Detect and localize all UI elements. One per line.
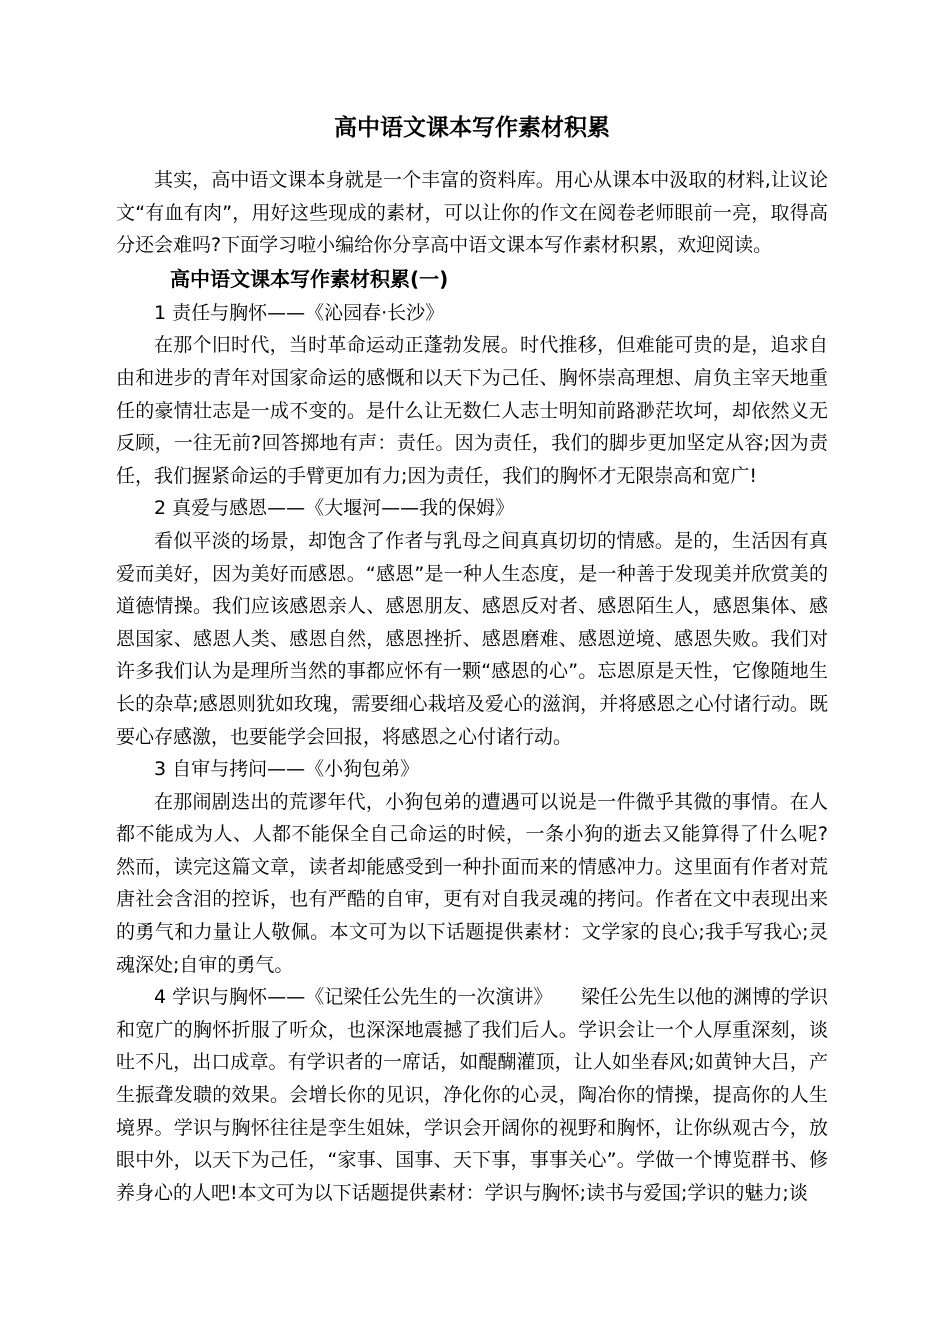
item-body-2: 看似平淡的场景，却饱含了作者与乳母之间真真切切的情感。是的，生活因有真爱而美好，因为美好而感恩。“感恩”是一种人生态度，是一种善于发现美并欣赏美的道德情操。我们应该感恩亲人、感恩朋友、感恩反对者、感恩陌生人，感恩集体、感恩国家、感恩人类、感恩自然，感恩挫折、感恩磨难、感恩逆境、感恩失败。我们对许多我们认为是理所当然的事都应怀有一颗“感恩的心”。忘恩原是天性，它像随地生长的杂草;感恩则犹如玫瑰，需要细心栽培及爱心的滋润，并将感恩之心付诸行动。既要心存感激，也要能学会回报，将感恩之心付诸行动。 [116,529,828,748]
item-body-1: 在那个旧时代，当时革命运动正蓬勃发展。时代推移，但难能可贵的是，追求自由和进步的青年对国家命运的感慨和以天下为己任、胸怀崇高理想、肩负主宰天地重任的豪情壮志是一成不变的。是什么让无数仁人志士明知前路渺茫坎坷，却依然义无反顾，一往无前?回答掷地有声：责任。因为责任，我们的脚步更加坚定从容;因为责任，我们握紧命运的手臂更加有力;因为责任，我们的胸怀才无限崇高和宽广! [116,334,828,487]
section-heading: 高中语文课本写作素材积累(一) [170,266,449,291]
document-title: 高中语文课本写作素材积累 [334,115,610,141]
item-body-3: 在那闹剧迭出的荒谬年代，小狗包弟的遭遇可以说是一件微乎其微的事情。在人都不能成为人、人都不能保全自己命运的时候，一条小狗的逝去又能算得了什么呢?然而，读完这篇文章，读者却能感受到一种扑面而来的情感冲力。这里面有作者对荒唐社会含泪的控诉，也有严酷的自审，更有对自我灵魂的拷问。作者在文中表现出来的勇气和力量让人敬佩。本文可为以下话题提供素材：文学家的良心;我手写我心;灵魂深处;自审的勇气。 [116,790,828,976]
intro-paragraph: 其实，高中语文课本身就是一个丰富的资料库。用心从课本中汲取的材料,让议论文“有血有肉”，用好这些现成的素材，可以让你的作文在阅卷老师眼前一亮，取得高分还会难吗?下面学习啦小编给你分享高中语文课本写作素材积累，欢迎阅读。 [116,169,828,257]
item-body-4: 4 学识与胸怀——《记梁任公先生的一次演讲》 梁任公先生以他的渊博的学识和宽广的胸怀折服了听众，也深深地震撼了我们后人。学识会让一个人厚重深刻，谈吐不凡，出口成章。有学识者的一席话，如醍醐灌顶，让人如坐春风;如黄钟大吕，产生振聋发聩的效果。会增长你的见识，净化你的心灵，陶冶你的情操，提高你的人生境界。学识与胸怀往往是孪生姐妹，学识会开阔你的视野和胸怀，让你纵观古今，放眼中外，以天下为己任，“家事、国事、天下事，事事关心”。学做一个博览群书、修养身心的人吧!本文可为以下话题提供素材：学识与胸怀;读书与爱国;学识的魅力;谈 [116,986,828,1204]
item-heading-1: 1 责任与胸怀——《沁园春·长沙》 [154,301,445,324]
item-heading-3: 3 自审与拷问——《小狗包弟》 [154,758,420,781]
item-heading-2: 2 真爱与感恩——《大堰河——我的保姆》 [154,497,515,520]
document-page [116,108,828,1209]
